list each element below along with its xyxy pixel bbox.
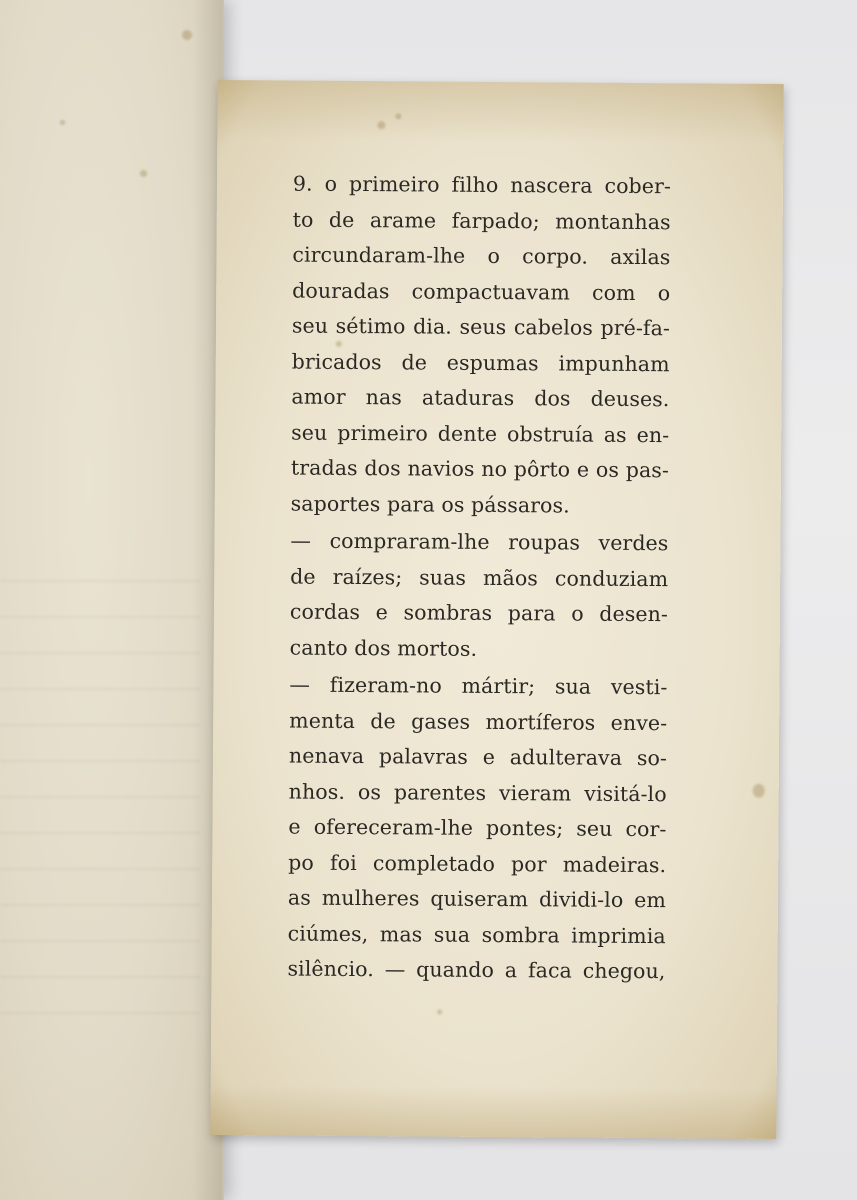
text-line: menta de gases mortíferos enve-: [289, 708, 668, 735]
text-line: — fizeram-no mártir; sua vesti-: [289, 672, 668, 700]
foxing-spot: [753, 784, 765, 798]
text-line: de raízes; suas mãos conduziam: [290, 564, 669, 591]
text-line: ciúmes, mas sua sombra imprimia: [287, 921, 666, 948]
bleed-through-text: [0, 560, 200, 1040]
text-line: as mulheres quiseram dividi-lo em: [287, 885, 667, 913]
foxing-spot: [377, 121, 385, 129]
text-line: nhos. os parentes vieram visitá-lo: [288, 779, 667, 806]
text-line: 9. o primeiro filho nascera cober-: [292, 171, 672, 199]
text-line: amor nas ataduras dos deuses.: [291, 384, 670, 412]
text-line: seu primeiro dente obstruía as en-: [291, 420, 670, 447]
text-line: — compraram-lhe roupas verdes: [290, 528, 669, 556]
right-book-page: [210, 80, 783, 1139]
foxing-spot: [140, 170, 147, 177]
text-line: seu sétimo dia. seus cabelos pré-fa-: [291, 313, 671, 341]
foxing-spot: [437, 1010, 442, 1015]
poem-text: [287, 167, 671, 990]
text-line: douradas compactuavam com o: [292, 278, 671, 305]
text-line: circundaram-lhe o corpo. axilas: [292, 242, 671, 270]
foxing-spot: [60, 120, 65, 125]
text-line: saportes para os pássaros.: [290, 491, 570, 518]
foxing-spot: [395, 113, 401, 119]
text-line: nenava palavras e adulterava so-: [288, 743, 668, 771]
text-line: po foi completado por madeiras.: [288, 850, 667, 877]
text-line: to de arame farpado; montanhas: [292, 207, 671, 234]
text-line: cordas e sombras para o desen-: [289, 599, 669, 627]
left-book-page: [0, 0, 224, 1200]
text-line: canto dos mortos.: [289, 635, 478, 661]
text-line: silêncio. — quando a faca chegou,: [287, 956, 666, 984]
text-line: tradas dos navios no pôrto e os pas-: [290, 455, 670, 483]
foxing-spot: [182, 30, 192, 40]
text-line: bricados de espumas impunham: [291, 349, 670, 376]
text-line: e ofereceram-lhe pontes; seu cor-: [288, 814, 667, 842]
